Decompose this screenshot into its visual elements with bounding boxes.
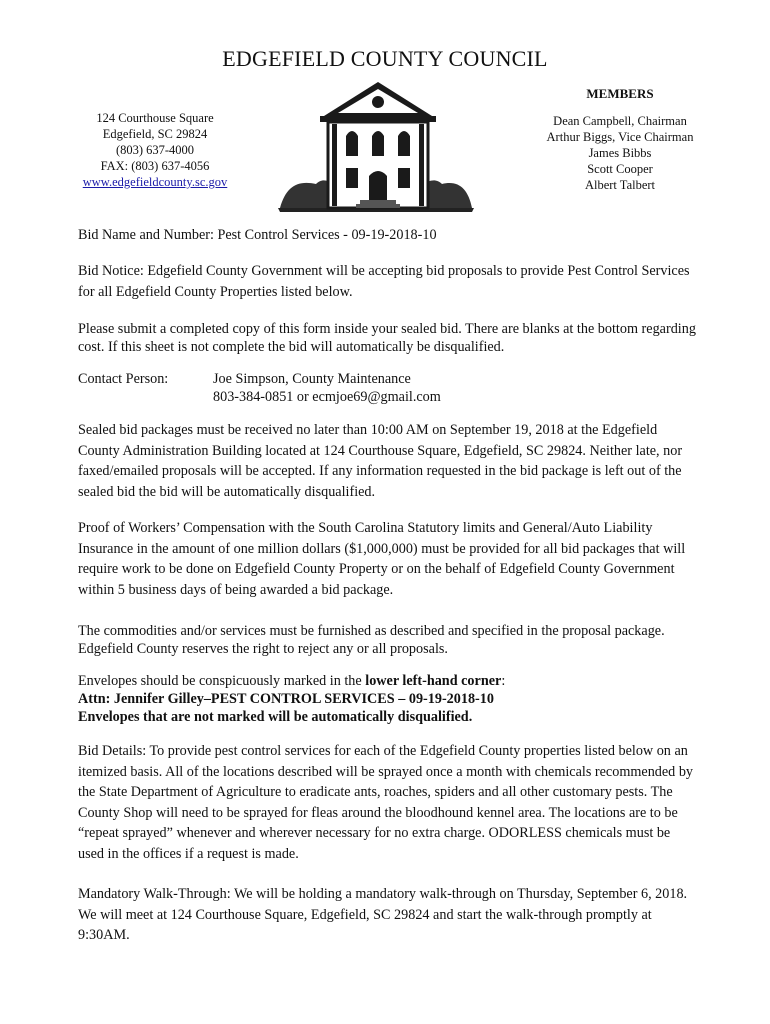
bid-details-paragraph: Bid Details: To provide pest control services for each of the Edgefield County properties listed below on an itemized basis. All of the locations described will be sprayed once a month with chemicals recommended by the State Department of Agriculture to eradicate ants, roaches, spiders and all other customary pests. The County Shop will need to be sprayed for fleas around the bloodhound kennel area. The locations are to be “repeat sprayed” whenever and wherever necessary for no extra charge. ODORLESS chemicals must be used in the offices if a request is made. [78, 743, 694, 862]
fax-line: FAX: (803) 637-4056 [100, 159, 210, 173]
envelope-colon: : [501, 673, 506, 689]
commodities-paragraph: The commodities and/or services must be furnished as described and specified in the proposal package. Edgefield County reserves the right to reject any or all proposals. [78, 623, 665, 657]
walkthrough-paragraph: Mandatory Walk-Through: We will be holding a mandatory walk-through on Thursday, September 6, 2018. We will meet at 124 Courthouse Square, Edgefield, SC 29824 and start the walk-through promptly at 9:30AM. [78, 886, 688, 943]
phone-line: (803) 637-4000 [115, 143, 195, 157]
member-vice-chairman: Arthur Biggs, Vice Chairman [546, 130, 694, 144]
council-title: EDGEFIELD COUNTY COUNCIL [222, 46, 548, 71]
website-link[interactable]: www.edgefieldcounty.sc.gov [82, 175, 228, 189]
contact-phone-email: 803-384-0851 or ecmjoe69@gmail.com [213, 389, 441, 405]
contact-label: Contact Person: [78, 371, 169, 387]
contact-name: Joe Simpson, County Maintenance [213, 371, 411, 387]
members-list [535, 113, 705, 193]
member: Scott Cooper [587, 162, 653, 176]
envelope-intro: Envelopes should be conspicuously marked in the [78, 673, 366, 689]
council-address [70, 110, 240, 190]
envelope-warning: Envelopes that are not marked will be automatically disqualified. [78, 709, 473, 725]
envelope-attn: Attn: Jennifer Gilley–PEST CONTROL SERVICES – 09-19-2018-10 [78, 691, 494, 707]
members-heading: MEMBERS [586, 86, 654, 101]
submit-note: Please submit a completed copy of this form inside your sealed bid. There are blanks at the bottom regarding cost. If this sheet is not complete the bid will automatically be disqualified. [78, 321, 696, 355]
contact-block [78, 370, 698, 406]
courthouse-logo-icon [276, 76, 476, 213]
bid-notice: Bid Notice: Edgefield County Government will be accepting bid proposals to provide Pest Control Services for all Edgefield County Properties listed below. [78, 263, 690, 300]
envelope-instructions [78, 672, 698, 726]
member: James Bibbs [588, 146, 652, 160]
address-line: Edgefield, SC 29824 [102, 127, 208, 141]
sealed-bid-paragraph: Sealed bid packages must be received no later than 10:00 AM on September 19, 2018 at the Edgefield County Administration Building located at 124 Courthouse Square, Edgefield, SC 29824. Neither late, nor faxed/emailed proposals will be accepted. If any information requested in the bid package is left out of the sealed bid the bid will be automatically disqualified. [78, 422, 683, 500]
address-line: 124 Courthouse Square [96, 111, 214, 125]
envelope-corner: lower left-hand corner [365, 673, 502, 689]
member-chairman: Dean Campbell, Chairman [553, 114, 687, 128]
bid-name: Bid Name and Number: Pest Control Services - 09-19-2018-10 [78, 227, 437, 243]
member: Albert Talbert [584, 178, 656, 192]
workers-comp-paragraph: Proof of Workers’ Compensation with the South Carolina Statutory limits and General/Auto Liability Insurance in the amount of one million dollars ($1,000,000) must be provided for all bid packages that will require work to be done on Edgefield County Property or on the behalf of Edgefield County Government within 5 business days of being awarded a bid package. [78, 520, 686, 598]
